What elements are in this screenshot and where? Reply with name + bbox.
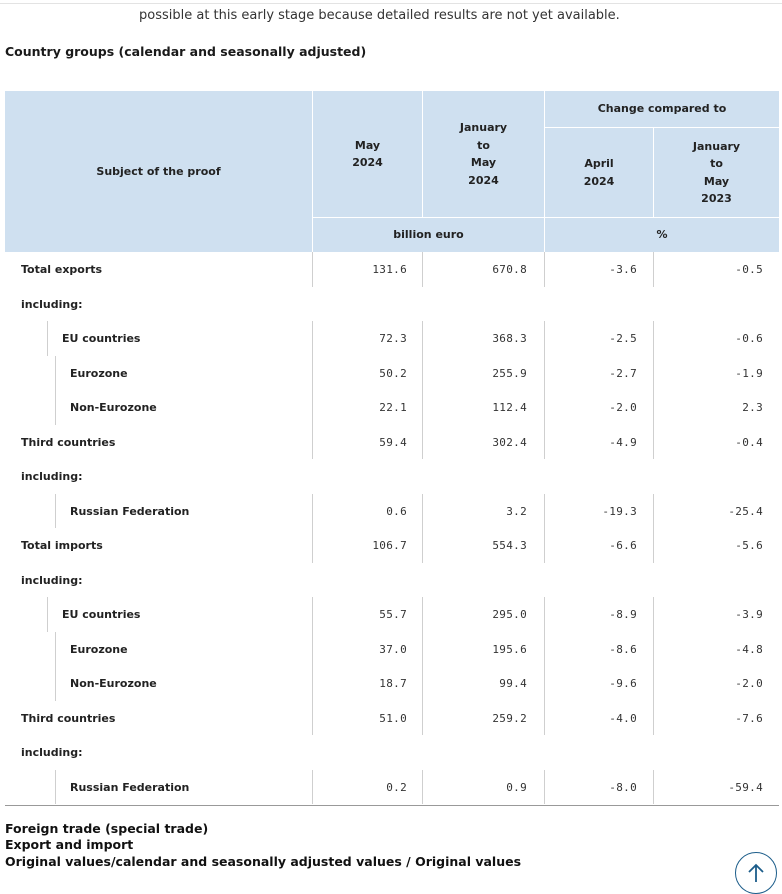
indent-divider xyxy=(55,494,56,529)
row-label: Eurozone xyxy=(70,642,128,656)
cell-v2: 255.9 xyxy=(492,366,527,380)
header-jan-may-2024-l3: May xyxy=(470,156,497,169)
column-divider xyxy=(312,632,313,667)
cell-v2: 99.4 xyxy=(499,677,527,690)
cell-v1: 131.6 xyxy=(372,263,407,276)
column-divider xyxy=(653,770,654,805)
cell-v4: 2.3 xyxy=(742,401,763,414)
column-divider xyxy=(312,425,313,460)
cell-v3: -2.7 xyxy=(609,366,637,380)
arrow-up-icon xyxy=(745,862,767,884)
column-divider xyxy=(422,632,423,667)
footer-line-3: Original values/calendar and seasonally adjusted values / Original values xyxy=(5,854,522,869)
column-divider xyxy=(312,252,313,287)
row-label: Third countries xyxy=(21,435,116,449)
header-jan-may-2023-l1: January xyxy=(692,139,741,153)
indent-divider xyxy=(47,597,48,632)
row-label: EU countries xyxy=(62,332,141,345)
header-unit-billion-label: billion euro xyxy=(393,228,464,242)
column-divider xyxy=(544,356,545,391)
column-divider xyxy=(544,528,545,563)
header-unit-billion xyxy=(313,218,544,252)
header-may-2024-l2: 2024 xyxy=(352,156,383,169)
row-label: Total exports xyxy=(21,263,103,276)
column-divider xyxy=(422,425,423,460)
cell-v1: 59.4 xyxy=(379,435,407,449)
row-label: including: xyxy=(21,297,83,311)
column-divider xyxy=(653,597,654,632)
cell-v2: 368.3 xyxy=(492,332,527,345)
cell-v4: -4.8 xyxy=(735,642,763,656)
cell-v3: -2.0 xyxy=(609,401,637,414)
cell-v4: -1.9 xyxy=(735,366,763,380)
header-jan-may-2024-l1: January xyxy=(459,121,508,134)
cell-v3: -8.9 xyxy=(609,608,637,621)
cell-v1: 22.1 xyxy=(379,401,407,414)
header-may-2024 xyxy=(313,91,422,217)
cell-v2: 3.2 xyxy=(506,504,527,518)
column-divider xyxy=(544,321,545,356)
column-divider xyxy=(544,252,545,287)
cell-v2: 0.9 xyxy=(506,780,527,794)
header-jan-may-2023 xyxy=(654,128,779,217)
cell-v3: -4.9 xyxy=(609,435,637,449)
column-divider xyxy=(544,494,545,529)
header-subject xyxy=(5,91,312,252)
cell-v4: -25.4 xyxy=(728,504,763,518)
row-label: Third countries xyxy=(21,711,116,725)
indent-divider xyxy=(55,666,56,701)
cell-v3: -8.0 xyxy=(609,780,637,794)
column-divider xyxy=(653,494,654,529)
header-jan-may-2023-l3: May xyxy=(703,174,730,188)
header-subject-label: Subject of the proof xyxy=(96,164,221,178)
column-divider xyxy=(422,597,423,632)
cell-v3: -4.0 xyxy=(609,711,637,725)
column-divider xyxy=(312,494,313,529)
header-jan-may-2023-l2: to xyxy=(710,157,723,170)
header-change-group xyxy=(545,91,779,127)
indent-divider xyxy=(55,632,56,667)
column-divider xyxy=(312,666,313,701)
row-label: including: xyxy=(21,573,83,587)
footer-line-1: Foreign trade (special trade) xyxy=(5,821,209,836)
column-divider xyxy=(653,321,654,356)
column-divider xyxy=(653,252,654,287)
cell-v4: -0.4 xyxy=(735,435,763,449)
column-divider xyxy=(653,356,654,391)
header-jan-may-2024-l2: to xyxy=(477,138,490,152)
row-label: Russian Federation xyxy=(70,780,190,794)
column-divider xyxy=(422,494,423,529)
cell-v4: -0.6 xyxy=(735,332,763,345)
column-divider xyxy=(544,666,545,701)
header-april-2024-l2: 2024 xyxy=(583,174,615,188)
cell-v3: -8.6 xyxy=(609,642,637,656)
column-divider xyxy=(312,390,313,425)
column-divider xyxy=(312,701,313,736)
cell-v1: 50.2 xyxy=(379,366,407,380)
header-may-2024-l1: May xyxy=(354,138,381,152)
cell-v1: 37.0 xyxy=(379,642,407,656)
column-divider xyxy=(653,390,654,425)
cell-v4: -3.9 xyxy=(735,608,763,621)
column-divider xyxy=(422,390,423,425)
header-april-2024-l1: April xyxy=(584,157,614,170)
cell-v2: 112.4 xyxy=(492,401,527,414)
column-divider xyxy=(653,701,654,736)
header-april-2024 xyxy=(545,128,653,217)
column-divider xyxy=(422,528,423,563)
cell-v2: 554.3 xyxy=(492,539,527,552)
column-divider xyxy=(422,252,423,287)
cell-v3: -9.6 xyxy=(609,677,637,690)
table-bottom-border xyxy=(5,805,779,806)
header-jan-may-2023-l4: 2023 xyxy=(701,192,732,205)
row-label: including: xyxy=(21,746,83,759)
column-divider xyxy=(544,632,545,667)
footer-line-2: Export and import xyxy=(5,837,134,852)
column-divider xyxy=(312,356,313,391)
indent-divider xyxy=(55,356,56,391)
cell-v1: 106.7 xyxy=(372,539,407,552)
row-label: Non-Eurozone xyxy=(70,401,157,414)
header-unit-percent-label: % xyxy=(656,228,668,242)
scroll-to-top-button[interactable] xyxy=(735,852,777,894)
column-divider xyxy=(544,701,545,736)
column-divider xyxy=(312,770,313,805)
column-divider xyxy=(544,425,545,460)
header-change-group-label: Change compared to xyxy=(597,102,727,116)
column-divider xyxy=(544,597,545,632)
trade-table xyxy=(5,91,779,806)
cell-v1: 55.7 xyxy=(379,608,407,621)
column-divider xyxy=(544,770,545,805)
column-divider xyxy=(544,390,545,425)
cell-v4: -0.5 xyxy=(735,263,763,276)
cell-v4: -2.0 xyxy=(735,677,763,690)
cell-v2: 195.6 xyxy=(492,642,527,656)
column-divider xyxy=(422,701,423,736)
column-divider xyxy=(312,528,313,563)
column-divider xyxy=(653,632,654,667)
column-divider xyxy=(653,666,654,701)
indent-divider xyxy=(47,321,48,356)
cell-v4: -7.6 xyxy=(735,711,763,725)
cell-v1: 0.2 xyxy=(386,780,407,794)
cell-v3: -2.5 xyxy=(609,332,637,345)
header-unit-percent xyxy=(545,218,779,252)
row-label: EU countries xyxy=(62,608,141,621)
row-label: Non-Eurozone xyxy=(70,677,157,690)
column-divider xyxy=(312,321,313,356)
intro-text: possible at this early stage because detailed results are not yet available. xyxy=(139,8,620,23)
indent-divider xyxy=(55,770,56,805)
cell-v2: 259.2 xyxy=(492,711,527,725)
column-divider xyxy=(422,770,423,805)
row-label: Total imports xyxy=(21,539,103,552)
cell-v1: 51.0 xyxy=(379,711,407,725)
cell-v1: 0.6 xyxy=(386,504,407,518)
row-label: including: xyxy=(21,470,83,483)
cell-v3: -19.3 xyxy=(602,504,637,518)
cell-v3: -3.6 xyxy=(609,263,637,276)
cell-v1: 18.7 xyxy=(379,677,407,690)
header-jan-may-2024-l4: 2024 xyxy=(468,173,499,187)
column-divider xyxy=(422,666,423,701)
cell-v3: -6.6 xyxy=(609,539,637,552)
cell-v1: 72.3 xyxy=(379,332,407,345)
column-divider xyxy=(653,425,654,460)
column-divider xyxy=(653,528,654,563)
row-label: Eurozone xyxy=(70,366,128,380)
column-divider xyxy=(312,597,313,632)
table-title: Country groups (calendar and seasonally adjusted) xyxy=(5,44,367,59)
cell-v2: 295.0 xyxy=(492,608,527,621)
cell-v2: 302.4 xyxy=(492,435,527,449)
column-divider xyxy=(422,356,423,391)
indent-divider xyxy=(55,390,56,425)
top-divider xyxy=(0,0,782,4)
column-divider xyxy=(422,321,423,356)
row-label: Russian Federation xyxy=(70,504,190,518)
cell-v4: -59.4 xyxy=(728,780,763,794)
cell-v2: 670.8 xyxy=(492,263,527,276)
cell-v4: -5.6 xyxy=(735,539,763,552)
header-jan-may-2024 xyxy=(423,91,544,217)
